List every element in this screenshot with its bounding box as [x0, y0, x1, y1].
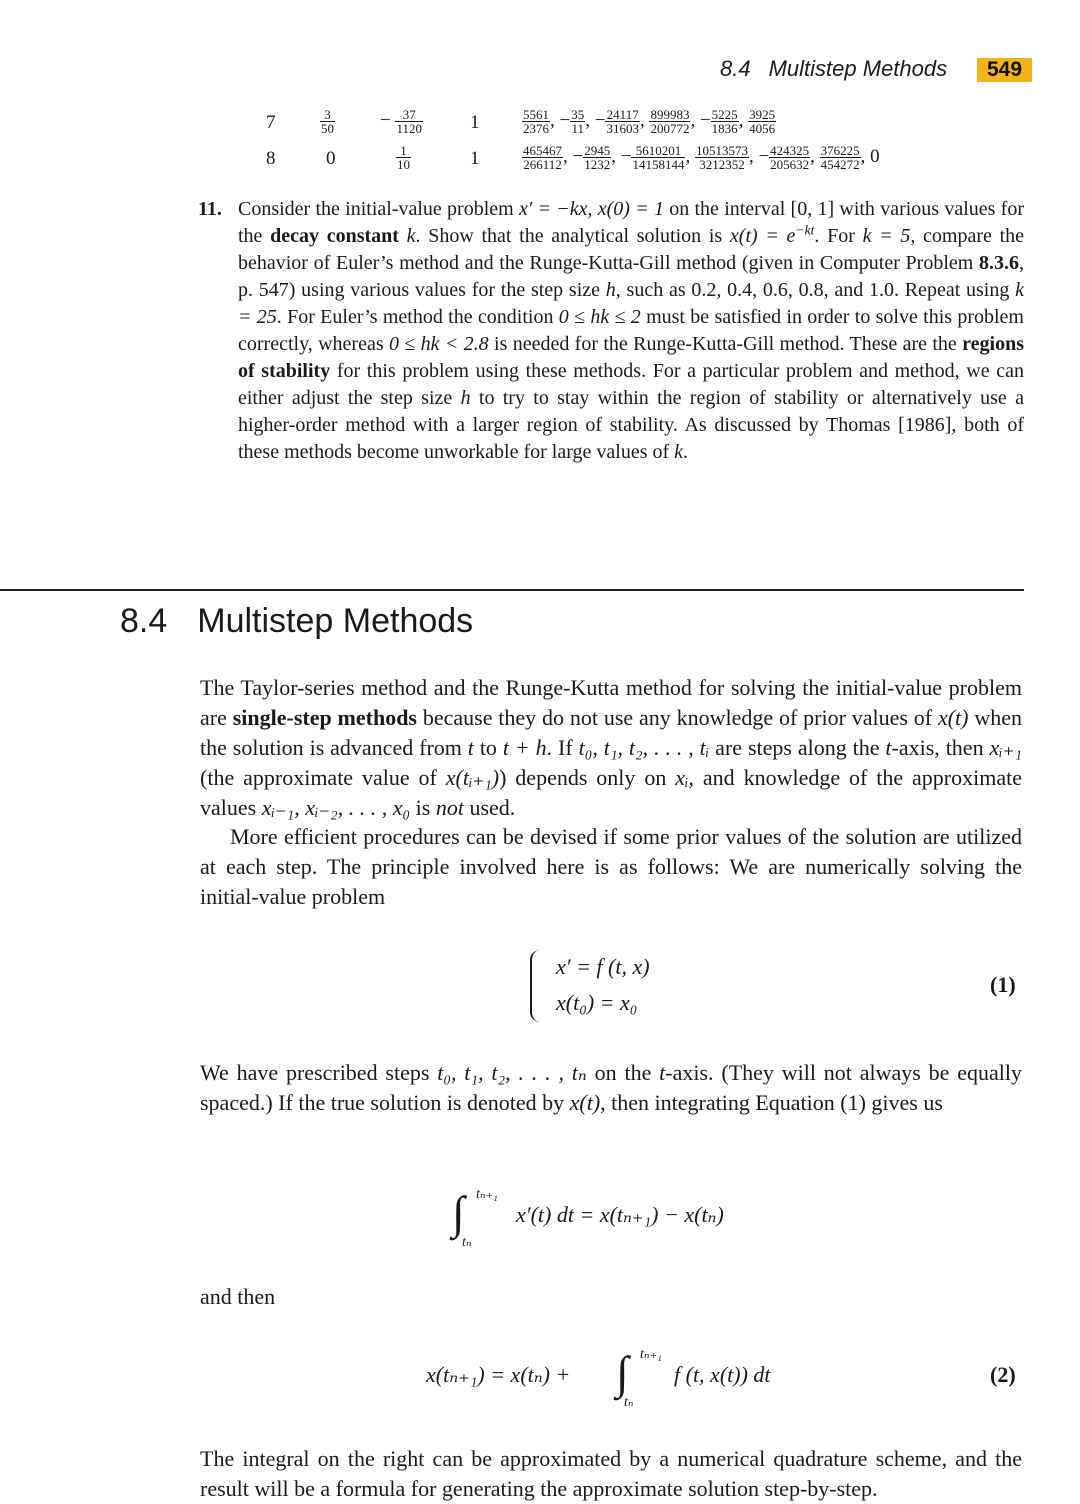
table-cell: 1 — [470, 148, 480, 169]
table-cell: 0 — [326, 148, 336, 169]
exercise-text: Consider the initial-value problem x′ = −kx, x(0) = 1 on the interval [0, 1] with various values for the decay constant k. Show that the analytical solution is $x(t) = e^{-kt}$. For k = 5, compare the behavior of Euler’s method and the Runge-Kutta-Gill method (given in Computer Problem 8.3.6, p. 547) using various values for the step size h, such as 0.2, 0.4, 0.6, 0.8, and 1.0. Repeat using k = 25. For Euler’s method the condition 0 ≤ hk ≤ 2 must be satisfied in order to solve this problem correctly, whereas 0 ≤ hk < 2.8 is needed for the Runge-Kutta-Gill method. These are the regions of stability for this problem using these methods. For a particular problem and method, we can either adjust the step size h to try to stay within the region of stability or alternatively use a higher-order method with a larger region of stability. As discussed by Thomas [1986], both of these methods become unworkable for large values of k. — [238, 198, 1025, 463]
table-row-label: 8 — [266, 148, 276, 169]
paragraph-multistep-principle: More efficient procedures can be devised if some prior values of the solution are utilized at each step. The principle involved here is as follows: We are numerically solving the initial-value problem — [200, 824, 1022, 909]
exercise-11 — [198, 196, 1024, 466]
header-section-number: 8.4 — [720, 56, 751, 81]
equation-1-line-2: x(t₀) = x₀ — [556, 990, 638, 1015]
equation-1-number: (1) — [990, 972, 1016, 997]
equation-2-lhs: x(tₙ₊₁) = x(tₙ) + — [426, 1362, 571, 1387]
table-cell: − $\frac{37}{1120}$ — [380, 107, 422, 136]
integral-sign: ∫ — [616, 1347, 629, 1398]
paragraph-prescribed-steps: We have prescribed steps t₀, t₁, t₂, . . . , tₙ on the t-axis. (They will not always be equally spaced.) If the true solution is denoted by x(t), then integrating Equation (1) gives us — [200, 1060, 1022, 1115]
equation-2-integrand: f (t, x(t)) dt — [674, 1362, 771, 1387]
table-cell: $\frac{5561}{2376}$ , − $\frac{35}{11}$ , − $\frac{24117}{31603}$ , $\frac{899983}{200772}$ , − $\frac{5225}{1836}$ , $\frac{3925}{4056}$ — [523, 107, 776, 136]
paragraph-single-step: The Taylor-series method and the Runge-Kutta method for solving the initial-value problem are single-step methods because they do not use any knowledge of prior values of x(t) when the solution is advanced from t to t + h. If t₀, t₁, t₂, . . . , tᵢ are steps along the t-axis, then xᵢ₊₁ (the approximate value of x(tᵢ₊₁)) depends only on xᵢ, and knowledge of the approximate values xᵢ₋₁, xᵢ₋₂, . . . , x₀ is not used. — [200, 675, 1022, 820]
section-divider — [0, 589, 1024, 591]
exercise-number: 11. — [198, 198, 222, 220]
page-number: 549 — [977, 58, 1032, 82]
paragraph-quadrature: The integral on the right can be approximated by a numerical quadrature scheme, and the result will be a formula for generating the approximate solution step-by-step. — [200, 1446, 1022, 1501]
integral-sign: ∫ — [452, 1187, 465, 1238]
running-header — [720, 56, 947, 82]
section-title: Multistep Methods — [197, 602, 474, 640]
text-and-then: and then — [200, 1284, 276, 1309]
table-cell: $\frac{465467}{266112}$ , − $\frac{2945}{1232}$ , − $\frac{5610201}{14158144}$ , $\frac{10513573}{3212352}$ , − $\frac{424325}{205632}$ , $\frac{376225}{454272}$ , 0 — [523, 143, 880, 172]
integral-equation: x′(t) dt = x(tₙ₊₁) − x(tₙ) — [516, 1202, 724, 1227]
equation-2-number: (2) — [990, 1362, 1016, 1387]
table-row-label: 7 — [266, 112, 276, 133]
table-cell: 1 — [470, 112, 480, 133]
system-brace — [530, 950, 542, 1022]
equation-1-line-1: x′ = f (t, x) — [556, 954, 650, 979]
table-cell: $\frac{3}{50}$ — [321, 107, 334, 136]
integral-lower-limit: tₙ — [624, 1395, 634, 1410]
section-heading — [120, 602, 473, 641]
header-section-title: Multistep Methods — [768, 56, 948, 81]
integral-upper-limit: tₙ₊₁ — [476, 1187, 498, 1202]
integral-upper-limit: tₙ₊₁ — [640, 1347, 662, 1362]
section-number: 8.4 — [120, 602, 168, 640]
table-cell: $\frac{1}{10}$ — [397, 143, 410, 172]
integral-lower-limit: tₙ — [462, 1235, 472, 1250]
